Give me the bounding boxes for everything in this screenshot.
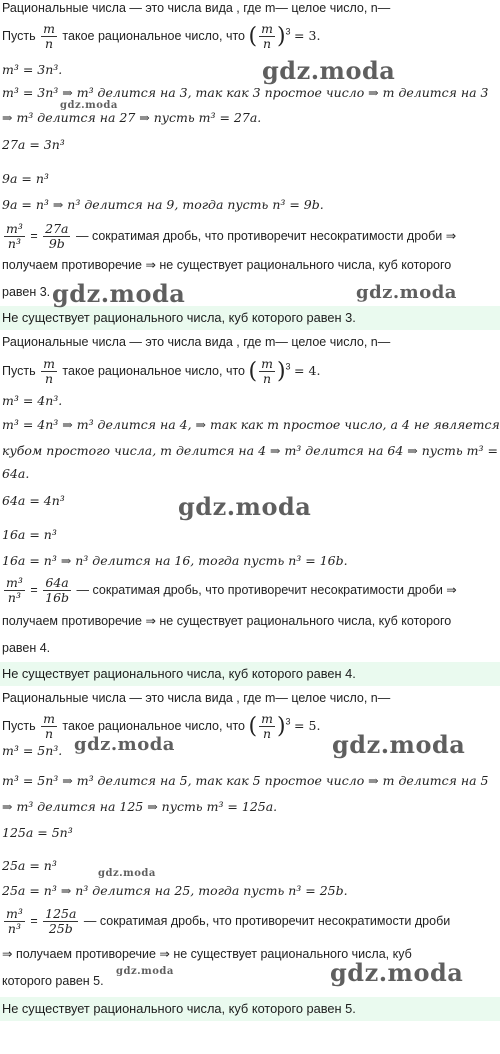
s2-line6: 16a = n³ ⇒ n³ делится на 16, тогда пусть n³ = 16b. — [2, 553, 348, 568]
watermark-logo: gdz.moda — [74, 734, 175, 755]
s2-eq1: m³ = 4n³. — [2, 393, 63, 408]
s2-line3b: 64a. — [2, 466, 30, 481]
s2-definition: Рациональные числа — это числа вида , где m— целое число, n— — [2, 335, 391, 349]
s1-line5: 9a = n³ — [2, 171, 49, 186]
s3-line5: 25a = n³ — [2, 858, 57, 873]
s1-fraction-line: $\frac{\text{m³}}{\text{n³}}$ = $\frac{27a}{9b}$ — сократимая дробь, что противоречит несократимости дроби ⇒ — [6, 221, 457, 251]
s3-let-line: Пусть $\frac{m}{n}$ такое рациональное число, что ( $\frac{m}{n}$ )$^3$ = 5. — [2, 711, 321, 741]
s1-fraction-m-n: $\frac{m}{n}$ — [43, 21, 55, 51]
s1-line4: 27a = 3n³ — [2, 137, 65, 152]
s2-line5: 16a = n³ — [2, 527, 57, 542]
watermark-logo: gdz.moda — [116, 966, 174, 977]
s1-line2: m³ = 3n³ ⇒ m³ делится на 3, так как 3 простое число ⇒ m делится на 3 — [2, 85, 489, 100]
s3-definition: Рациональные числа — это числа вида , где m— целое число, n— — [2, 691, 391, 705]
s2-line9: равен 4. — [2, 641, 51, 655]
watermark-logo: gdz.moda — [330, 958, 464, 987]
s1-definition: Рациональные числа — это числа вида , где m— целое число, n— — [2, 1, 391, 15]
s1-eq1: m³ = 3n³. — [2, 62, 63, 77]
s3-line4: 125a = 5n³ — [2, 825, 73, 840]
s1-line3: ⇒ m³ делится на 27 ⇒ пусть m³ = 27a. — [2, 110, 262, 125]
s3-line6: 25a = n³ ⇒ n³ делится на 25, тогда пусть n³ = 25b. — [2, 883, 348, 898]
s1-answer-banner: Не существует рационального числа, куб которого равен 3. — [0, 306, 500, 330]
s3-line3: ⇒ m³ делится на 125 ⇒ пусть m³ = 125a. — [2, 799, 278, 814]
watermark-logo: gdz.moda — [178, 492, 312, 521]
s3-fraction-line: $\frac{\text{m³}}{\text{n³}}$ = $\frac{125a}{25b}$ — сократимая дробь, что противоречит несократимости дроби — [6, 906, 451, 936]
s3-line9: которого равен 5. — [2, 974, 104, 988]
s2-answer-banner: Не существует рационального числа, куб которого равен 4. — [0, 662, 500, 686]
s1-line9: равен 3. — [2, 285, 51, 299]
watermark-logo: gdz.moda — [332, 730, 466, 759]
s3-eq1: m³ = 5n³. — [2, 743, 63, 758]
watermark-logo: gdz.moda — [98, 868, 156, 879]
watermark-logo: gdz.moda — [356, 282, 457, 303]
s2-let-line: Пусть $\frac{m}{n}$ такое рациональное число, что ( $\frac{m}{n}$ )$^3$ = 4. — [2, 356, 321, 386]
s1-line8: получаем противоречие ⇒ не существует рационального числа, куб которого — [2, 258, 452, 272]
s3-answer-banner: Не существует рационального числа, куб которого равен 5. — [0, 997, 500, 1021]
s1-let-line: Пусть $\frac{m}{n}$ такое рациональное число, что ( $\frac{m}{n}$ )$^3$ = 3. — [2, 21, 321, 51]
watermark-logo: gdz.moda — [262, 56, 396, 85]
s2-line8: получаем противоречие ⇒ не существует рационального числа, куб которого — [2, 614, 452, 628]
s2-line4: 64a = 4n³ — [2, 493, 65, 508]
watermark-logo: gdz.moda — [60, 100, 118, 111]
s3-line2: m³ = 5n³ ⇒ m³ делится на 5, так как 5 простое число ⇒ m делится на 5 — [2, 773, 489, 788]
s3-line8: ⇒ получаем противоречие ⇒ не существует рационального числа, куб — [2, 947, 412, 961]
s2-line2: m³ = 4n³ ⇒ m³ делится на 4, ⇒ так как m простое число, а 4 не является — [2, 417, 500, 432]
s1-line6: 9a = n³ ⇒ n³ делится на 9, тогда пусть n³ = 9b. — [2, 197, 324, 212]
watermark-logo: gdz.moda — [52, 279, 186, 308]
s2-line3: кубом простого числа, m делится на 4 ⇒ m³ делится на 64 ⇒ пусть m³ = — [2, 443, 498, 458]
s2-fraction-line: $\frac{\text{m³}}{\text{n³}}$ = $\frac{64a}{16b}$ — сократимая дробь, что противоречит несократимости дроби ⇒ — [6, 575, 457, 605]
